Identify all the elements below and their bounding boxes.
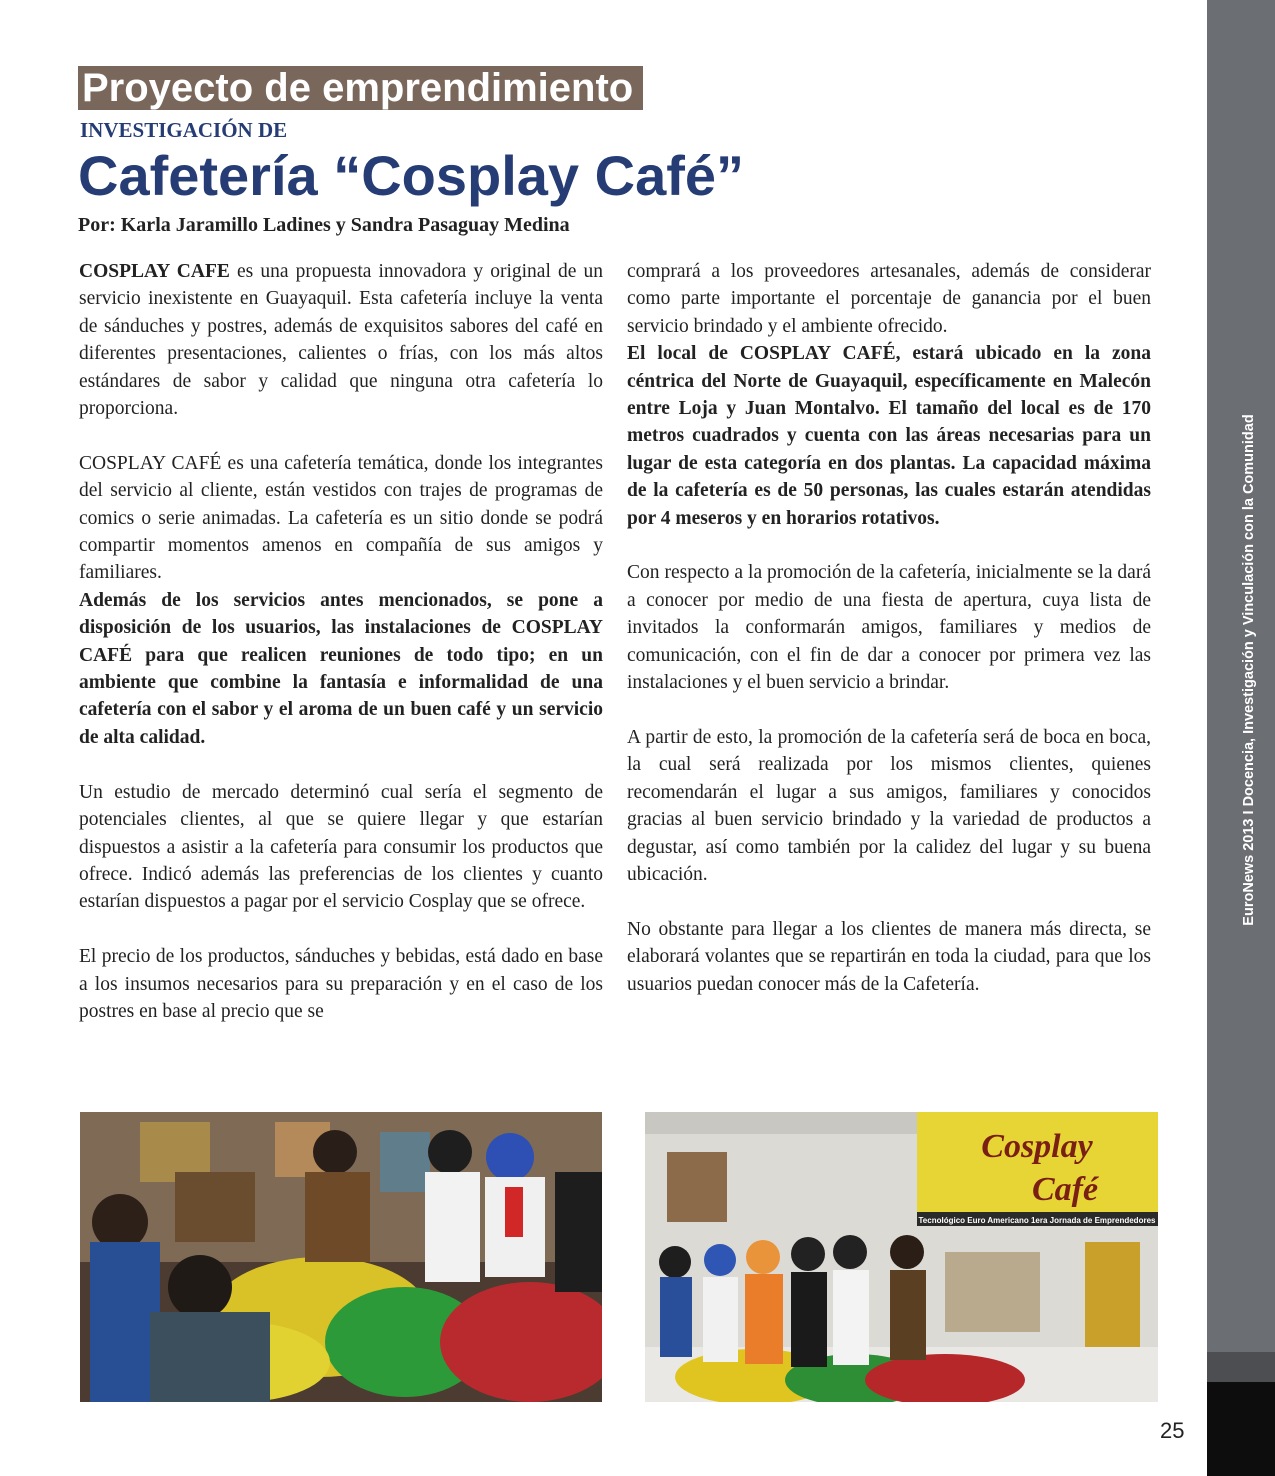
page-number: 25 bbox=[1160, 1418, 1185, 1443]
left-column bbox=[79, 258, 603, 1025]
article-title: Cafetería “Cosplay Café” bbox=[78, 144, 745, 207]
paragraph-10: No obstante para llegar a los clientes de manera más directa, se elaborará volantes que se repartirán en toda la ciudad, para que los usuarios puedan conocer más de la Cafetería. bbox=[627, 918, 1151, 995]
paragraph-2: COSPLAY CAFÉ es una cafetería temática, donde los integrantes del servicio al cliente, están vestidos con trajes de programas de comics o serie animadas. La cafetería es un sitio donde se podrá compartir momentos amenos en compañía de sus amigos y familiares. bbox=[79, 452, 603, 584]
banner-cosplay-text: Cosplay bbox=[981, 1128, 1093, 1165]
right-column bbox=[627, 258, 1151, 998]
paragraph-7: El local de COSPLAY CAFÉ, estará ubicado en la zona céntrica del Norte de Guayaquil, específicamente en Malecón entre Loja y Juan Montalvo. El tamaño del local es de 170 metros cuadrados y cuenta con las áreas necesarias para un lugar de esta categoría en dos plantas. La capacidad máxima de la cafetería es de 50 personas, las cuales estarán atendidas por 4 meseros y en horarios rotativos. bbox=[627, 343, 1151, 529]
paragraph-9: A partir de esto, la promoción de la cafetería será de boca en boca, la cual será realizada por los mismos clientes, quienes recomendarán el lugar a sus amigos, familiares y conocidos gracias al buen servicio brindado y la variedad de productos a degustar, así como también por la calidez del lugar y su buena ubicación. bbox=[627, 726, 1151, 885]
paragraph-1 bbox=[79, 258, 603, 422]
sidebar-strip-bottom bbox=[1207, 1382, 1275, 1476]
sidebar-publication-text: EuroNews 2013 I Docencia, Investigación y Vinculación con la Comunidad bbox=[1241, 414, 1257, 926]
banner-cafe-text: Café bbox=[1031, 1171, 1099, 1208]
paragraph-1-lead: COSPLAY CAFE bbox=[79, 261, 230, 282]
section-kicker: Proyecto de emprendimiento bbox=[78, 66, 643, 110]
sidebar-strip-accent bbox=[1207, 1352, 1275, 1382]
banner-strip-text: Tecnológico Euro Americano 1era Jornada de Emprendedores bbox=[918, 1216, 1156, 1225]
paragraph-6: comprará a los proveedores artesanales, además de considerar como parte importante el porcentaje de ganancia por el buen servicio brindado y el ambiente ofrecido. bbox=[627, 261, 1151, 337]
article-byline: Por: Karla Jaramillo Ladines y Sandra Pasaguay Medina bbox=[78, 214, 570, 236]
paragraph-1-text: es una propuesta innovadora y original de un servicio inexistente en Guayaquil. Esta cafetería incluye la venta de sánduches y postres, además de exquisitos sabores del café en diferentes presentaciones, calientes o frías, con los más altos estándares de sabor y calidad que ninguna otra cafetería lo proporciona. bbox=[79, 261, 603, 420]
paragraph-3: Además de los servicios antes mencionados, se pone a disposición de los usuarios, las instalaciones de COSPLAY CAFÉ para que realicen reuniones de todo tipo; en un ambiente que combine la fantasía e informalidad de una cafetería con el sabor y el aroma de un buen café y un servicio de alta calidad. bbox=[79, 589, 603, 748]
photo-cosplay-group bbox=[645, 1112, 1158, 1402]
paragraph-8: Con respecto a la promoción de la cafetería, inicialmente se la dará a conocer por medio de una fiesta de apertura, cuya lista de invitados la conformarán amigos, familiares y medios de comunicación, con el fin de dar a conocer por primera vez las instalaciones y el buen servicio a brindar. bbox=[627, 562, 1151, 694]
paragraph-4: Un estudio de mercado determinó cual sería el segmento de potenciales clientes, al que se quiere llegar y que estarían dispuestos a asistir a la cafetería para consumir los productos que ofrece. Indicó además las preferencias de los clientes y cuanto estarían dispuestos a pagar por el servicio Cosplay que se ofrece. bbox=[79, 781, 603, 913]
article-subkicker: INVESTIGACIÓN DE bbox=[80, 118, 288, 142]
paragraph-5: El precio de los productos, sánduches y bebidas, está dado en base a los insumos necesarios para su preparación y en el caso de los postres en base al precio que se bbox=[79, 946, 603, 1022]
photo-cafe-table bbox=[80, 1112, 602, 1402]
